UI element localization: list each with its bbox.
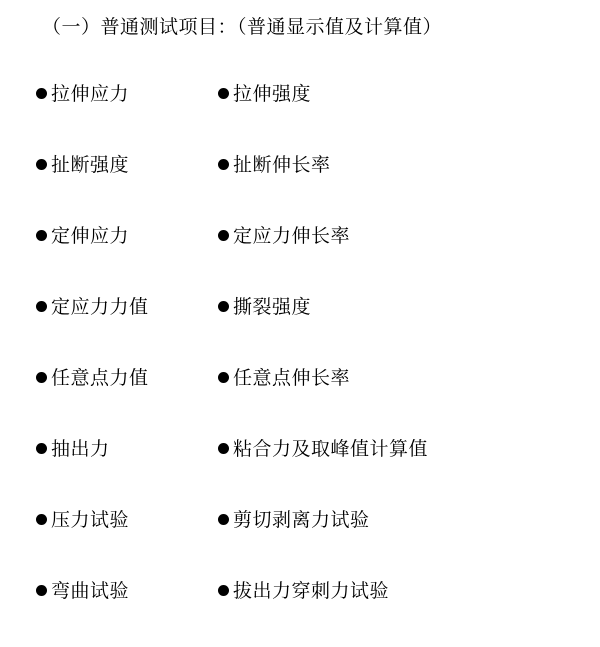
section-heading: （一）普通测试项目：（普通显示值及计算值） [42,16,443,38]
list-item-left [36,434,218,461]
list-item-label: 弯曲试验 [51,579,130,602]
list-item-label: 任意点伸长率 [233,366,351,389]
list-item-label: 剪切剥离力试验 [233,508,370,531]
list-item-right [218,505,600,532]
list-item-label: 粘合力及取峰值计算值 [233,437,429,460]
list-item [0,150,600,221]
list-item [0,221,600,292]
list-item-left [36,576,218,603]
list-item-left [36,221,218,248]
filled-circle-bullet-icon [218,514,229,525]
list-item-label: 撕裂强度 [233,295,312,318]
list-item-left [36,79,218,106]
list-item-right [218,434,600,461]
filled-circle-bullet-icon [218,230,229,241]
list-item-label: 拔出力穿刺力试验 [233,579,390,602]
filled-circle-bullet-icon [218,159,229,170]
list-item-right [218,576,600,603]
filled-circle-bullet-icon [218,372,229,383]
list-item-right [218,292,600,319]
list-item-right [218,150,600,177]
filled-circle-bullet-icon [36,301,47,312]
filled-circle-bullet-icon [36,585,47,596]
list-item [0,363,600,434]
list-item-label: 拉伸应力 [51,82,130,105]
list-item-label: 拉伸强度 [233,82,312,105]
list-item-label: 压力试验 [51,508,130,531]
filled-circle-bullet-icon [218,88,229,99]
list-item-right [218,221,600,248]
filled-circle-bullet-icon [36,230,47,241]
list-item-label: 定应力伸长率 [233,224,351,247]
list-item-label: 定应力力值 [51,295,149,318]
filled-circle-bullet-icon [36,372,47,383]
list-item-label: 扯断强度 [51,153,130,176]
list-item-left [36,292,218,319]
list-item [0,292,600,363]
filled-circle-bullet-icon [36,88,47,99]
filled-circle-bullet-icon [218,443,229,454]
list-item-right [218,363,600,390]
filled-circle-bullet-icon [218,301,229,312]
list-item-label: 抽出力 [51,437,110,460]
filled-circle-bullet-icon [36,514,47,525]
test-item-list [0,79,600,647]
list-item [0,576,600,647]
list-item [0,79,600,150]
filled-circle-bullet-icon [36,443,47,454]
list-item [0,434,600,505]
filled-circle-bullet-icon [218,585,229,596]
list-item-left [36,363,218,390]
list-item-right [218,79,600,106]
list-item-left [36,150,218,177]
list-item-label: 定伸应力 [51,224,130,247]
filled-circle-bullet-icon [36,159,47,170]
list-item-label: 扯断伸长率 [233,153,331,176]
list-item-label: 任意点力值 [51,366,149,389]
list-item-left [36,505,218,532]
list-item [0,505,600,576]
